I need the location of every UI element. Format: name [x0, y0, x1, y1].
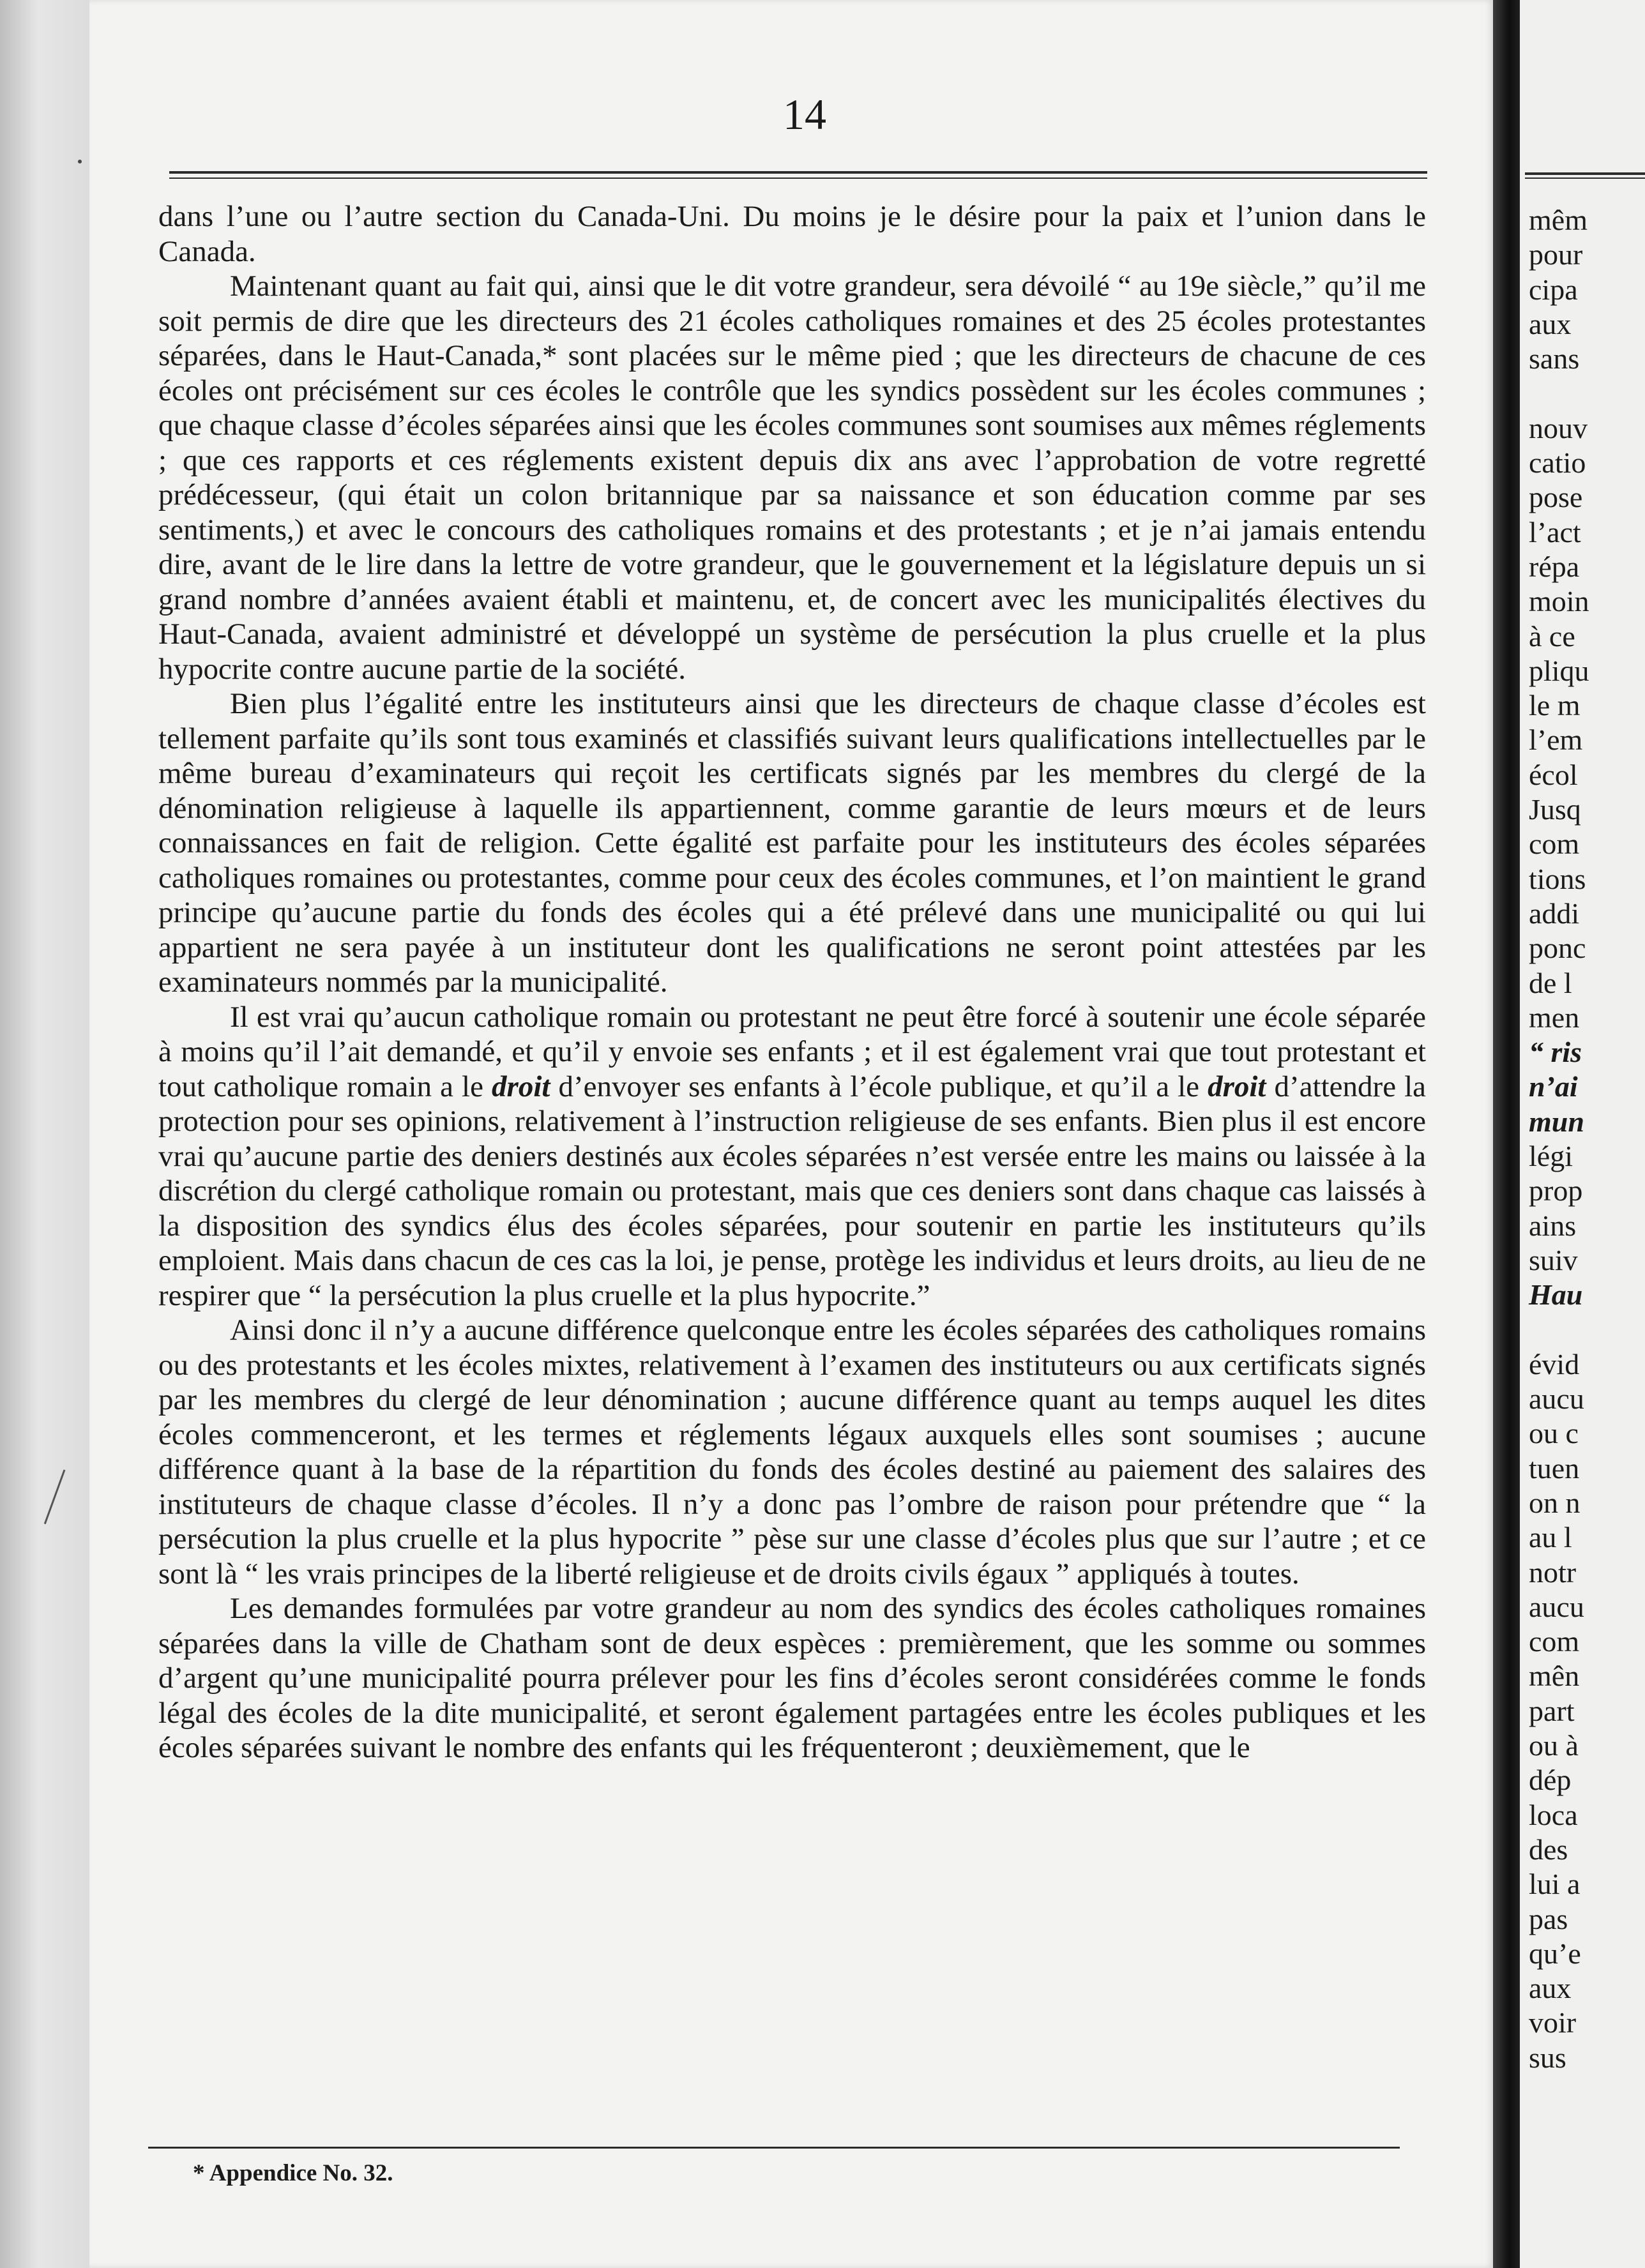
book-gutter [1493, 0, 1520, 2268]
paragraph-2: Maintenant quant au fait qui, ainsi que le dit votre grandeur, sera dévoilé “ au 19e siècle,” qu’il me soit permis de dire que les directeurs des 21 écoles catholiques romaines et des 25 écoles protestantes séparées, dans le Haut-Canada,* sont placées sur le même pied ; que les directeurs de chacune de ces écoles ont précisément sur ces écoles le contrôle que les syndics possèdent sur les écoles communes ; que chaque classe d’écoles séparées ainsi que les écoles communes sont soumises aux mêmes réglements ; que ces rapports et ces réglements existent depuis dix ans avec l’approbation de votre regretté prédécesseur, (qui était un colon britannique par sa naissance et son éducation comme par ses sentiments,) et avec le concours des catholiques romains et des protestants ; et je n’ai jamais entendu dire, avant de le lire dans la lettre de votre grandeur, que le gouvernement et la législature depuis un si grand nombre d’années avaient établi et maintenu, et, de concert avec les municipalités électives du Haut-Canada, avaient administré et développé un système de persécution la plus cruelle et la plus hypocrite contre aucune partie de la société. [158, 269, 1426, 686]
adjacent-line-fragment: qu’e [1529, 1937, 1581, 1970]
paragraph-4 [158, 1000, 1426, 1313]
adjacent-line-fragment: pas [1529, 1902, 1568, 1935]
adjacent-line-fragment: pour [1529, 238, 1583, 271]
adjacent-line-fragment: aux [1529, 1972, 1572, 2005]
emphasis-droit: droit [492, 1070, 550, 1103]
adjacent-line-fragment: aucu [1529, 1590, 1584, 1623]
adjacent-page-text [1529, 203, 1589, 2110]
adjacent-line-fragment: nouv [1529, 411, 1588, 444]
adjacent-line-fragment: sus [1529, 2041, 1566, 2074]
page-number: 14 [783, 90, 826, 139]
adjacent-line-fragment: lui a [1529, 1868, 1581, 1901]
adjacent-line-fragment: aucu [1529, 1382, 1584, 1416]
header-rule [169, 171, 1427, 179]
adjacent-line-fragment: mun [1529, 1105, 1584, 1138]
adjacent-line-fragment: mên [1529, 1659, 1580, 1693]
adjacent-line-fragment [1529, 1313, 1589, 1347]
adjacent-line-fragment: part [1529, 1694, 1575, 1727]
adjacent-line-fragment: l’em [1529, 723, 1583, 757]
adjacent-line-fragment: dép [1529, 1764, 1572, 1797]
adjacent-line-fragment: ponc [1529, 932, 1586, 965]
adjacent-line-fragment: com [1529, 828, 1580, 861]
adjacent-line-fragment: Hau [1529, 1278, 1583, 1312]
adjacent-page [1520, 0, 1645, 2268]
paragraph-5: Ainsi donc il n’y a aucune différence quelconque entre les écoles séparées des catholiques romains ou des protestants et les écoles mixtes, relativement à l’examen des instituteurs ou aux certificats signés par les membres du clergé de leur dénomination ; aucune différence quant au temps auquel les dites écoles commenceront, et les termes et réglements légaux auxquels elles sont soumises ; aucune différence quant à la base de la répartition du fonds des écoles destiné au paiement des salaires des instituteurs de chaque classe d’écoles. Il n’y a donc pas l’ombre de raison pour prétendre que “ la persécution la plus cruelle et la plus hypocrite ” pèse sur une classe d’écoles plus que sur l’autre ; et ce sont là “ les vrais principes de la liberté religieuse et de droits civils égaux ” appliqués à toutes. [158, 1313, 1426, 1591]
adjacent-line-fragment: mêm [1529, 204, 1588, 236]
adjacent-line-fragment: loca [1529, 1798, 1578, 1831]
adjacent-line-fragment: suiv [1529, 1243, 1578, 1276]
adjacent-line-fragment: au l [1529, 1521, 1572, 1554]
adjacent-line-fragment: n’ai [1529, 1070, 1578, 1103]
paragraph-3: Bien plus l’égalité entre les instituteurs ainsi que les directeurs de chaque classe d’écoles est tellement parfaite qu’ils sont tous examinés et classifiés suivant leurs qualifications intellectuelles par le même bureau d’examinateurs qui reçoit les certificats signés par les membres du clergé de la dénomination religieuse à laquelle ils appartiennent, comme garantie de leurs mœurs et de leurs connaissances en fait de religion. Cette égalité est parfaite pour les instituteurs des écoles séparées catholiques romaines ou protestantes, comme pour ceux des écoles communes, et l’on maintient le grand principe qu’aucune partie du fonds des écoles qui a été prélevé dans une municipalité ou qui lui appartient ne sera payée à un instituteur dont les qualifications ne seront point attestées par les examinateurs nommés par la municipalité. [158, 687, 1426, 999]
adjacent-line-fragment: addi [1529, 896, 1580, 930]
paragraph-4-text-a: Il est vrai qu’aucun catholique romain ou protestant ne peut être forcé à soutenir une école séparée à moins qu’il l’ait demandé, et qu’il y envoie ses enfants ; et il est également vrai que tout protestant et tout catholique romain a le [158, 1000, 1426, 1103]
adjacent-line-fragment: pliqu [1529, 654, 1589, 687]
adjacent-line-fragment: sans [1529, 342, 1580, 375]
adjacent-line-fragment: Jusq [1529, 793, 1581, 826]
adjacent-line-fragment: moin [1529, 585, 1589, 618]
footnote-rule [148, 2147, 1400, 2149]
adjacent-line-fragment: tuen [1529, 1451, 1580, 1485]
adjacent-line-fragment: le m [1529, 689, 1581, 722]
adjacent-line-fragment: men [1529, 1001, 1580, 1034]
footnote: * Appendice No. 32. [193, 2160, 393, 2186]
adjacent-line-fragment: à ce [1529, 619, 1575, 653]
adjacent-line-fragment: légi [1529, 1140, 1573, 1173]
adjacent-line-fragment: ou à [1529, 1729, 1579, 1762]
adjacent-line-fragment [1529, 376, 1589, 411]
adjacent-line-fragment: des [1529, 1833, 1568, 1866]
adjacent-line-fragment: répa [1529, 550, 1580, 583]
adjacent-line-fragment [1529, 2075, 1589, 2110]
adjacent-line-fragment: voir [1529, 2006, 1577, 2039]
adjacent-line-fragment: cipa [1529, 273, 1578, 306]
adjacent-line-fragment: notr [1529, 1555, 1577, 1589]
paragraph-6: Les demandes formulées par votre grandeur au nom des syndics des écoles catholiques romaines séparées dans la ville de Chatham sont de deux espèces : premièrement, que les somme ou sommes d’argent qu’une municipalité pourra prélever pour les fins d’écoles seront considérées comme le fonds légal des écoles de la dite municipalité, et seront également partagées entre les écoles publiques et les écoles séparées suivant le nombre des enfants qui les fréquenteront ; deuxièmement, que le [158, 1592, 1426, 1764]
adjacent-line-fragment: évid [1529, 1347, 1580, 1380]
adjacent-line-fragment: écol [1529, 758, 1578, 791]
adjacent-line-fragment: l’act [1529, 515, 1581, 548]
adjacent-line-fragment: ains [1529, 1209, 1577, 1242]
adjacent-line-fragment: aux [1529, 307, 1572, 340]
adjacent-line-fragment: com [1529, 1625, 1580, 1658]
adjacent-line-fragment: tions [1529, 862, 1586, 895]
emphasis-droit: droit [1208, 1070, 1266, 1103]
paragraph-4-text-c: d’attendre la protection pour ses opinions, relativement à l’instruction religieuse de ses enfants. Bien plus il est encore vrai qu’aucune partie des deniers destinés aux écoles séparées n’est versée entre les mains ou laissée à la discrétion du clergé catholique romain ou protestant, mais que ces deniers sont dans chaque cas laissés à la disposition des syndics élus des écoles séparées, pour soutenir en partie les instituteurs qu’ils emploient. Mais dans chacun de ces cas la loi, je pense, protège les individus et leurs droits, au lieu de ne respirer que “ la persécution la plus cruelle et la plus hypocrite.” [158, 1070, 1427, 1312]
adjacent-header-rule [1525, 172, 1645, 179]
adjacent-line-fragment: pose [1529, 481, 1583, 514]
adjacent-line-fragment: catio [1529, 446, 1586, 480]
adjacent-line-fragment: on n [1529, 1486, 1581, 1519]
adjacent-line-fragment: ou c [1529, 1417, 1579, 1450]
adjacent-line-fragment: “ ris [1529, 1036, 1582, 1069]
margin-speck [78, 160, 82, 163]
adjacent-line-fragment: de l [1529, 966, 1572, 999]
adjacent-line-fragment: prop [1529, 1174, 1583, 1207]
paragraph-1: dans l’une ou l’autre section du Canada-Uni. Du moins je le désire pour la paix et l’union dans le Canada. [158, 200, 1426, 268]
body-text [158, 199, 1426, 1765]
paragraph-4-text-b: d’envoyer ses enfants à l’école publique, et qu’il a le [550, 1070, 1208, 1103]
